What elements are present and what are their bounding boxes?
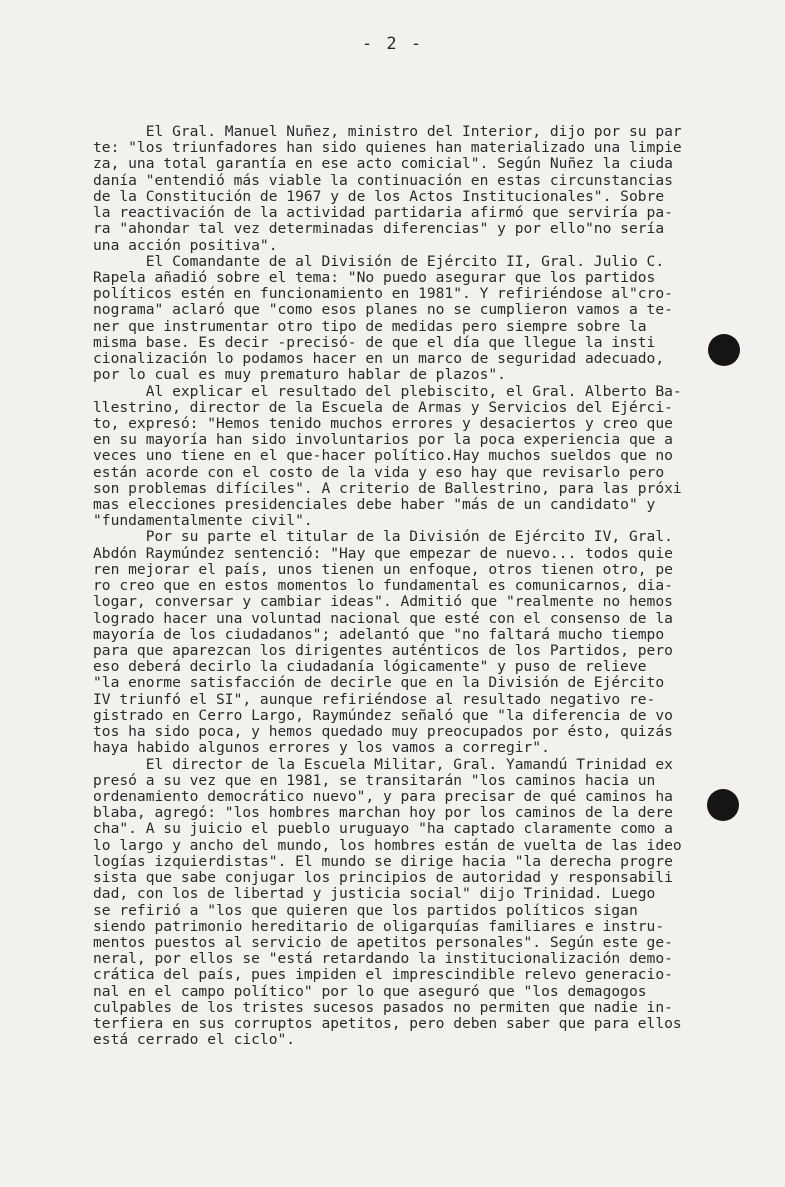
- text-line: eso deberá decirlo la ciudadanía lógicamente" y puso de relieve: [93, 658, 647, 676]
- text-line: una acción positiva".: [93, 236, 278, 254]
- text-line: "la enorme satisfacción de decirle que en la División de Ejército: [93, 674, 665, 692]
- text-line: la reactivación de la actividad partidaria afirmó que serviría pa-: [93, 204, 673, 222]
- text-line: mas elecciones presidenciales debe haber "más de un candidato" y: [93, 496, 656, 514]
- text-line: está cerrado el ciclo".: [93, 1031, 296, 1049]
- page-number: - 2 -: [361, 34, 424, 54]
- text-line: za, una total garantía en ese acto comicial". Según Nuñez la ciuda: [93, 155, 673, 173]
- text-line: llestrino, director de la Escuela de Armas y Servicios del Ejérci-: [93, 398, 673, 416]
- text-line: terfiera en sus corruptos apetitos, pero deben saber que para ellos: [93, 1015, 682, 1033]
- text-line: El director de la Escuela Militar, Gral. Yamandú Trinidad ex: [93, 755, 673, 773]
- text-line: sista que sabe conjugar los principios de autoridad y responsabili: [93, 869, 673, 887]
- text-line: ra "ahondar tal vez determinadas diferencias" y por ello"no sería: [93, 220, 665, 238]
- text-line: tos ha sido poca, y hemos quedado muy preocupados por ésto, quizás: [93, 723, 673, 741]
- text-line: haya habido algunos errores y los vamos a corregir".: [93, 739, 550, 757]
- text-line: gistrado en Cerro Largo, Raymúndez señaló que "la diferencia de vo: [93, 706, 673, 724]
- text-line: cha". A su juicio el pueblo uruguayo "ha captado claramente como a: [93, 820, 673, 838]
- text-line: presó a su vez que en 1981, se transitarán "los caminos hacia un: [93, 771, 656, 789]
- text-line: ner que instrumentar otro tipo de medidas pero siempre sobre la: [93, 317, 647, 335]
- text-line: Por su parte el titular de la División de Ejército IV, Gral.: [93, 528, 673, 546]
- text-line: ordenamiento democrático nuevo", y para precisar de qué caminos ha: [93, 787, 673, 805]
- text-line: de la Constitución de 1967 y de los Actos Institucionales". Sobre: [93, 187, 665, 205]
- text-line: ro creo que en estos momentos lo fundamental es comunicarnos, dia-: [93, 577, 673, 595]
- text-line: danía "entendió más viable la continuación en estas circunstancias: [93, 171, 673, 189]
- text-line: lo largo y ancho del mundo, los hombres están de vuelta de las ideo: [93, 836, 682, 854]
- text-line: veces uno tiene en el que-hacer político.Hay muchos sueldos que no: [93, 447, 673, 465]
- text-line: logrado hacer una voluntad nacional que esté con el consenso de la: [93, 609, 673, 627]
- text-line: El Gral. Manuel Nuñez, ministro del Interior, dijo por su par: [93, 123, 682, 140]
- text-line: mentos puestos al servicio de apetitos personales". Según este ge-: [93, 933, 673, 951]
- text-line: en su mayoría han sido involuntarios por la poca experiencia que a: [93, 431, 673, 449]
- text-line: misma base. Es decir -precisó- de que el día que llegue la insti: [93, 333, 656, 351]
- text-line: Abdón Raymúndez sentenció: "Hay que empezar de nuevo... todos quie: [93, 544, 673, 562]
- text-line: nograma" aclaró que "como esos planes no se cumplieron vamos a te-: [93, 301, 673, 319]
- text-line: te: "los triunfadores han sido quienes han materializado una limpie: [93, 139, 682, 157]
- text-line: crática del país, pues impiden el imprescindible relevo generacio-: [93, 966, 673, 984]
- text-line: siendo patrimonio hereditario de oligarquías familiares e instru-: [93, 917, 665, 935]
- text-line: to, expresó: "Hemos tenido muchos errores y desaciertos y creo que: [93, 414, 673, 432]
- text-line: son problemas difíciles". A criterio de Ballestrino, para las próxi: [93, 479, 682, 497]
- text-line: dad, con los de libertad y justicia social" dijo Trinidad. Luego: [93, 885, 656, 903]
- text-line: Rapela añadió sobre el tema: "No puedo asegurar que los partidos: [93, 268, 656, 286]
- text-line: Al explicar el resultado del plebiscito, el Gral. Alberto Ba-: [93, 382, 682, 400]
- text-line: para que aparezcan los dirigentes auténticos de los Partidos, pero: [93, 642, 673, 659]
- text-line: El Comandante de al División de Ejército II, Gral. Julio C.: [93, 252, 665, 270]
- text-line: cionalización lo podamos hacer en un marco de seguridad adecuado,: [93, 350, 665, 368]
- text-line: neral, por ellos se "está retardando la institucionalización demo-: [93, 950, 673, 968]
- text-line: por lo cual es muy prematuro hablar de plazos".: [93, 366, 506, 384]
- text-line: IV triunfó el SI", aunque refiriéndose al resultado negativo re-: [93, 690, 656, 708]
- text-line: ren mejorar el país, unos tienen un enfoque, otros tienen otro, pe: [93, 560, 673, 578]
- text-line: logías izquierdistas". El mundo se dirige hacia "la derecha progre: [93, 852, 673, 870]
- text-line: logar, conversar y cambiar ideas". Admitió que "realmente no hemos: [93, 593, 673, 611]
- text-line: mayoría de los ciudadanos"; adelantó que "no faltará mucho tiempo: [93, 625, 665, 643]
- document-body: [93, 124, 743, 1048]
- text-line: están acorde con el costo de la vida y eso hay que revisarlo pero: [93, 463, 665, 481]
- text-line: nal en el campo político" por lo que aseguró que "los demagogos: [93, 982, 647, 1000]
- text-line: blaba, agregó: "los hombres marchan hoy por los caminos de la dere: [93, 804, 673, 822]
- text-line: "fundamentalmente civil".: [93, 512, 313, 530]
- text-line: se refirió a "los que quieren que los partidos políticos sigan: [93, 901, 638, 919]
- text-line: políticos estén en funcionamiento en 1981". Y refiriéndose al"cro-: [93, 285, 673, 303]
- text-line: culpables de los tristes sucesos pasados no permiten que nadie in-: [93, 998, 673, 1016]
